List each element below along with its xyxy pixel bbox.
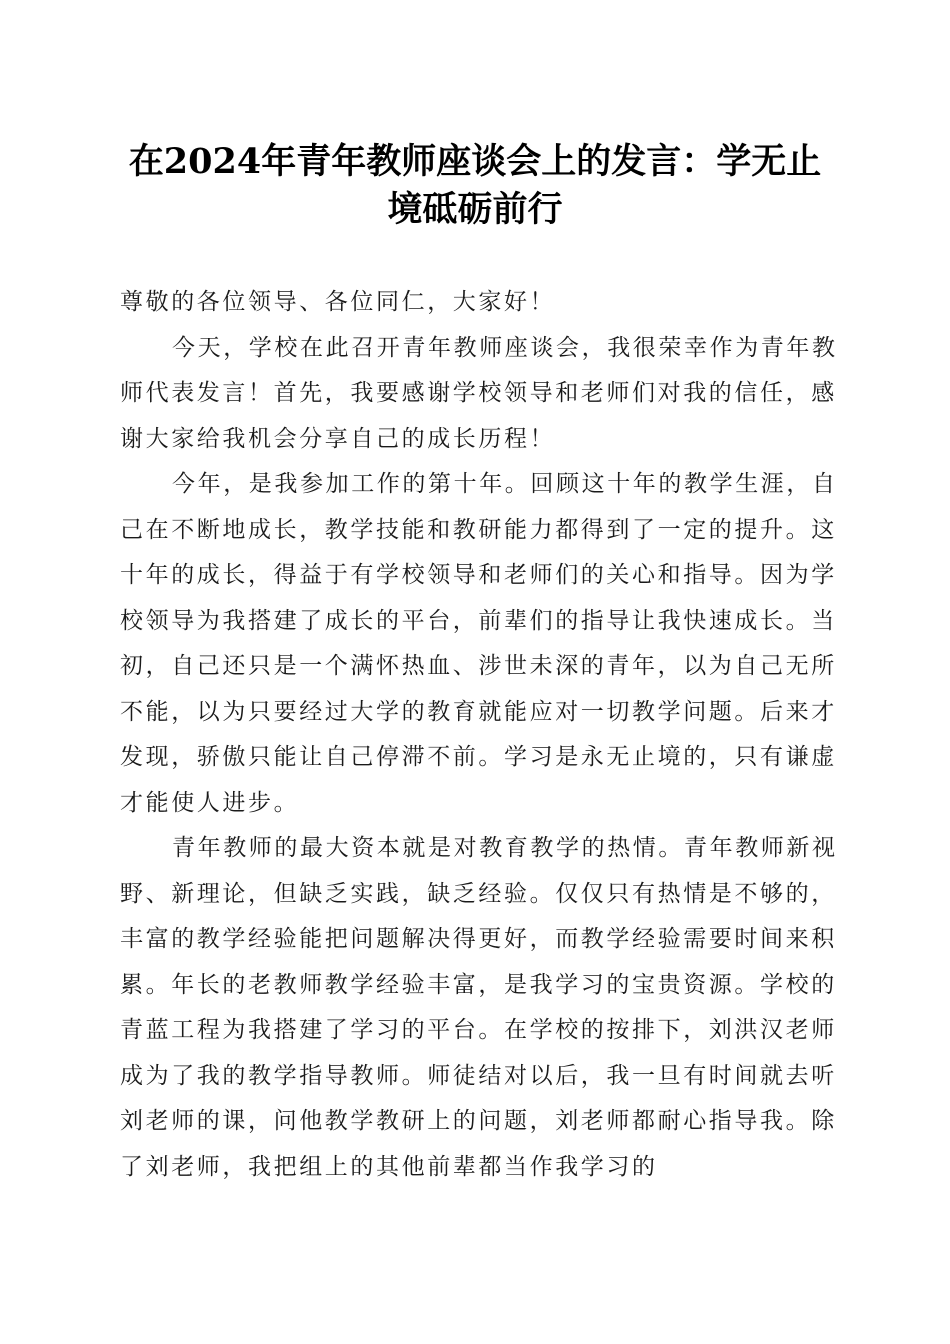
document-title [110, 138, 840, 234]
title-line-2: 境砥砺前行 [387, 189, 563, 230]
title-line-1: 在2024年青年教师座谈会上的发言：学无止 [128, 141, 822, 182]
paragraph-2: 今年，是我参加工作的第十年。回顾这十年的教学生涯，自己在不断地成长，教学技能和教研能力都得到了一定的提升。这十年的成长，得益于有学校领导和老师们的关心和指导。因为学校领导为我搭建了成长的平台，前辈们的指导让我快速成长。当初，自己还只是一个满怀热血、涉世未深的青年，以为自己无所不能，以为只要经过大学的教育就能应对一切教学问题。后来才发现，骄傲只能让自己停滞不前。学习是永无止境的，只有谦虚才能使人进步。 [120, 471, 838, 816]
greeting: 尊敬的各位领导、各位同仁，大家好！ [120, 289, 556, 315]
document-body [120, 280, 840, 1190]
paragraph-1: 今天，学校在此召开青年教师座谈会，我很荣幸作为青年教师代表发言！首先，我要感谢学校领导和老师们对我的信任，感谢大家给我机会分享自己的成长历程！ [120, 334, 838, 452]
paragraph-3: 青年教师的最大资本就是对教育教学的热情。青年教师新视野、新理论，但缺乏实践，缺乏经验。仅仅只有热情是不够的，丰富的教学经验能把问题解决得更好，而教学经验需要时间来积累。年长的老教师教学经验丰富，是我学习的宝贵资源。学校的青蓝工程为我搭建了学习的平台。在学校的按排下，刘洪汉老师成为了我的教学指导教师。师徒结对以后，我一旦有时间就去听刘老师的课，问他教学教研上的问题，刘老师都耐心指导我。除了刘老师，我把组上的其他前辈都当作我学习的 [120, 835, 838, 1180]
